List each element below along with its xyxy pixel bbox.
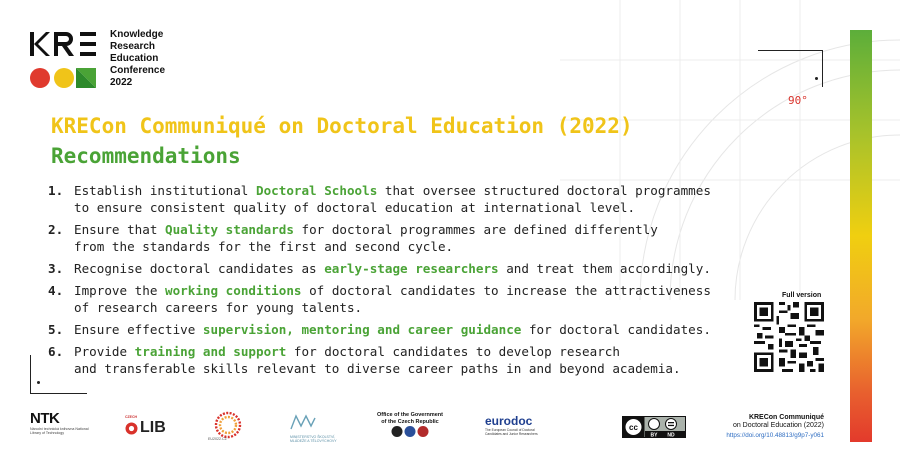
- gradient-bar: [850, 30, 872, 442]
- govt-line1: Office of the Government: [376, 412, 443, 418]
- eurodoc-logo: [485, 414, 545, 436]
- item-highlight: training and support: [134, 344, 287, 359]
- czechelib-circle-icon: [125, 422, 138, 435]
- item-number: 6.: [48, 344, 64, 359]
- logo-line: Conference: [110, 65, 166, 76]
- eu2022-label: EU2022.CZ: [208, 437, 227, 441]
- citation-line2: on Doctoral Education (2022): [732, 422, 824, 429]
- eurodoc-subtitle: The European Council of Doctoral Candidates and Junior Researchers: [485, 428, 538, 436]
- item-text: that oversee structured doctoral programmes: [377, 183, 711, 198]
- eurodoc-name: eurodoc: [485, 414, 533, 428]
- item-text: Improve the: [74, 283, 165, 298]
- ntk-subtitle: Národní technická knihovna National Library of Technology: [30, 427, 89, 435]
- item-number: 4.: [48, 283, 64, 298]
- logo-line: 2022: [110, 77, 133, 88]
- msmt-icon: [290, 414, 316, 430]
- ntk-logo: [30, 410, 90, 435]
- logo-line: Research: [110, 41, 156, 52]
- item-highlight: supervision, mentoring and career guidance: [202, 322, 522, 337]
- krecon-logo-mark: [30, 30, 100, 94]
- item-number: 2.: [48, 222, 64, 237]
- cc-by-label: BY: [650, 432, 658, 438]
- czechelib-logo: [125, 415, 166, 437]
- page-subtitle: Recommendations: [51, 144, 241, 168]
- item-number: 1.: [48, 183, 64, 198]
- logo-line: Knowledge: [110, 29, 164, 40]
- corner-mark-top-right: [758, 50, 823, 87]
- item-text: and treat them accordingly.: [498, 261, 711, 276]
- item-text: Ensure that: [74, 222, 165, 237]
- recommendations-list: [48, 182, 768, 382]
- msmt-label: MINISTERSTVO ŠKOLSTVÍ, MLÁDEŽE A TĚLOVÝCHOVY: [290, 435, 337, 443]
- ntk-mark: NTK: [30, 410, 60, 427]
- msmt-logo: [290, 414, 348, 443]
- item-highlight: early-stage researchers: [324, 261, 499, 276]
- govt-emblems-icon: [390, 425, 430, 438]
- item-text: Establish institutional: [74, 183, 256, 198]
- czechelib-big: LIB: [140, 419, 166, 436]
- item-text: of doctoral candidates to increase the attractiveness: [301, 283, 711, 298]
- govt-line2: of the Czech Republic: [381, 418, 439, 425]
- page-title: KRECon Communiqué on Doctoral Education (2022): [51, 114, 633, 138]
- item-text: and transferable skills relevant to diverse career paths in and beyond academia.: [74, 361, 681, 376]
- svg-text:cc: cc: [629, 423, 638, 432]
- czechelib-small: CZECH: [125, 415, 138, 419]
- angle-label: 90°: [788, 94, 808, 107]
- item-number: 3.: [48, 261, 64, 276]
- item-number: 5.: [48, 322, 64, 337]
- recommendation-item: [48, 343, 768, 377]
- citation-line1: KRECon Communiqué: [748, 414, 824, 421]
- doi-link[interactable]: https://doi.org/10.48813/g9p7-y061: [726, 432, 824, 439]
- item-highlight: Doctoral Schools: [255, 183, 378, 198]
- qr-label: Full version: [782, 292, 822, 299]
- logo-text: [110, 29, 165, 89]
- citation: [705, 414, 824, 439]
- item-text: from the standards for the first and second cycle.: [74, 239, 454, 254]
- logo-line: Education: [110, 53, 159, 64]
- recommendation-item: [48, 282, 768, 316]
- item-text: Ensure effective: [74, 322, 203, 337]
- recommendation-item: [48, 260, 768, 277]
- cc-nd-label: ND: [667, 432, 675, 438]
- item-text: Recognise doctoral candidates as: [74, 261, 325, 276]
- item-text: of research careers for young talents.: [74, 300, 363, 315]
- recommendation-item: [48, 321, 768, 338]
- recommendation-item: [48, 221, 768, 255]
- item-text: Provide: [74, 344, 135, 359]
- recommendation-item: [48, 182, 768, 216]
- cc-by-nd-license-icon[interactable]: [622, 416, 686, 438]
- item-text: for doctoral candidates to develop research: [286, 344, 620, 359]
- item-text: for doctoral candidates.: [521, 322, 711, 337]
- item-text: to ensure consistent quality of doctoral education at international level.: [74, 200, 636, 215]
- qr-code-icon[interactable]: [754, 302, 824, 372]
- government-logo: [374, 412, 446, 443]
- item-text: for doctoral programmes are defined differently: [293, 222, 658, 237]
- item-highlight: Quality standards: [165, 222, 294, 237]
- item-highlight: working conditions: [165, 283, 302, 298]
- eu2022-logo-icon: [213, 410, 243, 440]
- corner-mark-bottom-left: [30, 355, 87, 394]
